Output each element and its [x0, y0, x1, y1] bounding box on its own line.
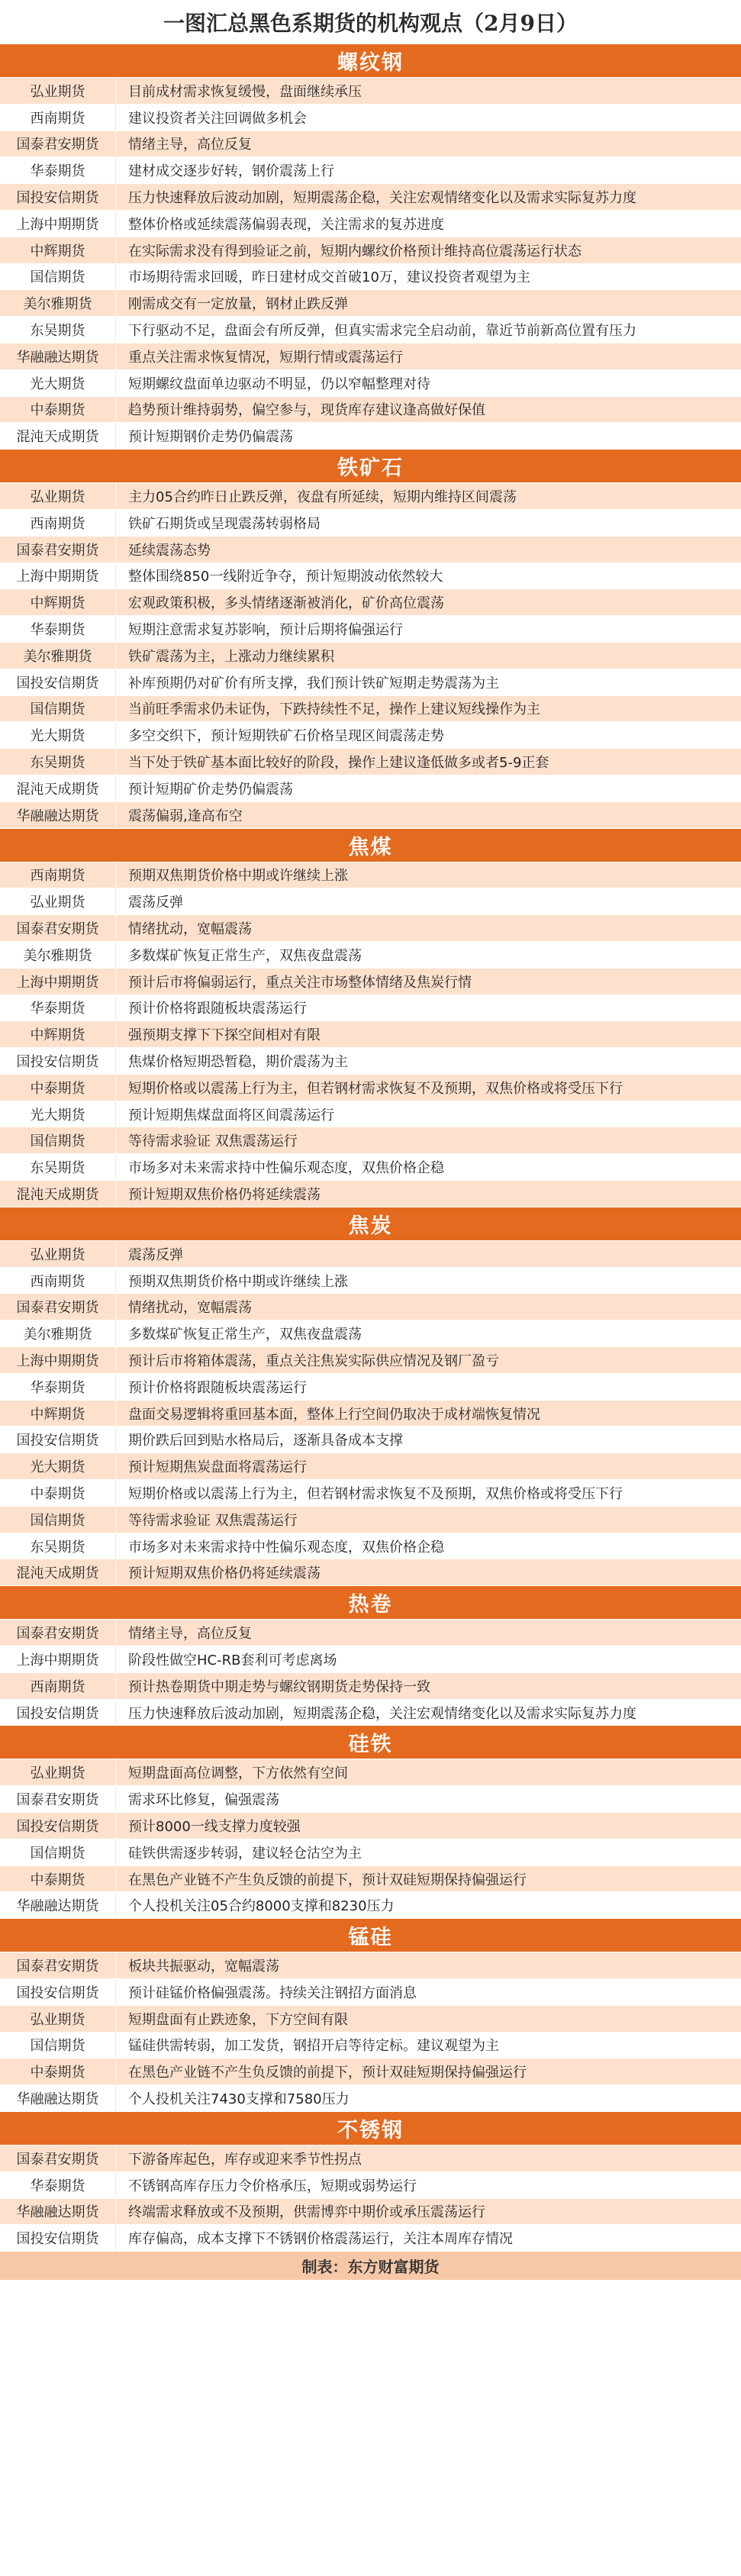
view-cell: 强预期支撑下下探空间相对有限	[128, 1027, 321, 1044]
table-row	[0, 264, 741, 291]
institution-cell: 国泰君安期货	[0, 537, 116, 563]
institution-cell: 华融融达期货	[0, 2199, 116, 2225]
table-row	[0, 131, 741, 158]
institution-cell: 混沌天成期货	[0, 1559, 116, 1585]
table-row	[0, 2059, 741, 2085]
view-cell: 短期注意需求复苏影响，预计后期将偏强运行	[128, 622, 403, 639]
institution-cell: 中辉期货	[0, 589, 116, 615]
view-cell: 市场多对未来需求持中性偏乐观态度，双焦价格企稳	[128, 1539, 444, 1556]
view-cell: 市场多对未来需求持中性偏乐观态度，双焦价格企稳	[128, 1160, 444, 1177]
institution-cell: 弘业期货	[0, 78, 116, 104]
footer-credit: 制表：东方财富期货	[0, 2252, 741, 2280]
table-row	[0, 211, 741, 237]
institution-cell: 国信期货	[0, 2033, 116, 2059]
table-row	[0, 862, 741, 889]
view-cell: 等待需求验证 双焦震荡运行	[128, 1512, 298, 1529]
table-row	[0, 397, 741, 424]
institution-cell: 东吴期货	[0, 1533, 116, 1559]
table-row	[0, 563, 741, 590]
table-row	[0, 915, 741, 942]
institution-cell: 国泰君安期货	[0, 131, 116, 157]
institution-cell: 光大期货	[0, 1453, 116, 1479]
view-cell: 震荡偏弱,逢高布空	[128, 808, 243, 824]
table-row	[0, 1241, 741, 1268]
table-row	[0, 1453, 741, 1480]
table-row	[0, 722, 741, 749]
view-cell: 整体围绕850一线附近争夺，预计短期波动依然较大	[128, 569, 443, 585]
view-cell: 预计短期双焦价格仍将延续震荡	[128, 1186, 321, 1203]
table-row	[0, 2172, 741, 2199]
table-row	[0, 2146, 741, 2172]
table-row	[0, 995, 741, 1022]
institution-cell: 西南期货	[0, 510, 116, 536]
table-row	[0, 1181, 741, 1207]
table-row	[0, 942, 741, 969]
table-row	[0, 696, 741, 723]
institution-cell: 光大期货	[0, 370, 116, 396]
table-row	[0, 1401, 741, 1427]
table-row	[0, 643, 741, 669]
table-row	[0, 2085, 741, 2112]
table-row	[0, 2033, 741, 2059]
view-cell: 预计短期矿价走势仍偏震荡	[128, 781, 293, 798]
table-row	[0, 1021, 741, 1048]
institution-cell: 国泰君安期货	[0, 1294, 116, 1320]
institution-cell: 东吴期货	[0, 317, 116, 343]
institution-cell: 弘业期货	[0, 888, 116, 914]
view-cell: 情绪主导，高位反复	[128, 137, 252, 153]
table-row	[0, 1533, 741, 1560]
institution-cell: 上海中期期货	[0, 1646, 116, 1672]
institution-cell: 中泰期货	[0, 1075, 116, 1101]
institution-cell: 国投安信期货	[0, 669, 116, 695]
table-row	[0, 669, 741, 696]
table-row	[0, 1294, 741, 1320]
view-cell: 多空交织下，预计短期铁矿石价格呈现区间震荡走势	[128, 728, 444, 745]
view-cell: 铁矿震荡为主，上涨动力继续累积	[128, 648, 334, 665]
table-row	[0, 78, 741, 105]
view-cell: 个人投机关注05合约8000支撑和8230压力	[128, 1898, 395, 1915]
institution-cell: 中辉期货	[0, 237, 116, 263]
table-row	[0, 1048, 741, 1075]
table-row	[0, 1866, 741, 1893]
table-row	[0, 1786, 741, 1813]
institution-cell: 混沌天成期货	[0, 775, 116, 801]
institution-cell: 国投安信期货	[0, 1427, 116, 1452]
table-row	[0, 237, 741, 264]
view-cell: 建议投资者关注回调做多机会	[128, 110, 307, 127]
institution-cell: 国投安信期货	[0, 1048, 116, 1074]
view-cell: 硅铁供需逐步转弱，建议轻仓沽空为主	[128, 1845, 362, 1862]
table-row	[0, 1979, 741, 2006]
view-cell: 预计热卷期货中期走势与螺纹钢期货走势保持一致	[128, 1678, 430, 1695]
section-header: 焦炭	[0, 1207, 741, 1241]
view-cell: 锰硅供需转弱，加工发货，钢招开启等待定标。建议观望为主	[128, 2038, 499, 2055]
table-row	[0, 343, 741, 370]
institution-cell: 国泰君安期货	[0, 915, 116, 941]
view-cell: 终端需求释放或不及预期，供需博弈中期价或承压震荡运行	[128, 2204, 485, 2221]
table-row	[0, 290, 741, 317]
table-row	[0, 1892, 741, 1919]
table-row	[0, 1075, 741, 1101]
view-cell: 短期盘面有止跌迹象，下方空间有限	[128, 2011, 348, 2028]
view-cell: 主力05合约昨日止跌反弹，夜盘有所延续，短期内维持区间震荡	[128, 489, 517, 506]
view-cell: 压力快速释放后波动加剧，短期震荡企稳，关注宏观情绪变化以及需求实际复苏力度	[128, 190, 636, 207]
institution-cell: 国泰君安期货	[0, 1952, 116, 1978]
view-cell: 短期盘面高位调整，下方依然有空间	[128, 1765, 348, 1782]
table-row	[0, 1480, 741, 1507]
view-cell: 当下处于铁矿基本面比较好的阶段，操作上建议逢低做多或者5-9正套	[128, 755, 549, 772]
table-row	[0, 1759, 741, 1786]
table-row	[0, 1700, 741, 1726]
view-cell: 情绪主导，高位反复	[128, 1626, 252, 1643]
view-cell: 预计短期双焦价格仍将延续震荡	[128, 1565, 321, 1582]
table-row	[0, 749, 741, 775]
view-cell: 整体价格或延续震荡偏弱表现，关注需求的复苏进度	[128, 216, 444, 233]
view-cell: 需求环比修复，偏强震荡	[128, 1792, 279, 1809]
institution-cell: 弘业期货	[0, 1759, 116, 1785]
institution-cell: 西南期货	[0, 105, 116, 131]
institution-cell: 中泰期货	[0, 1480, 116, 1506]
table-row	[0, 1646, 741, 1673]
institution-cell: 中泰期货	[0, 2059, 116, 2084]
institution-cell: 上海中期期货	[0, 969, 116, 995]
table-row	[0, 1347, 741, 1374]
institution-cell: 中泰期货	[0, 397, 116, 423]
institution-cell: 华融融达期货	[0, 343, 116, 369]
view-cell: 震荡反弹	[128, 1246, 183, 1263]
view-cell: 预计硅锰价格偏强震荡。持续关注钢招方面消息	[128, 1984, 417, 2001]
institution-cell: 华泰期货	[0, 616, 116, 642]
view-cell: 震荡反弹	[128, 895, 183, 911]
table-row	[0, 589, 741, 616]
view-cell: 在实际需求没有得到验证之前，短期内螺纹价格预计维持高位震荡运行状态	[128, 243, 582, 260]
institution-cell: 国泰君安期货	[0, 1786, 116, 1812]
page-title: 一图汇总黑色系期货的机构观点（2月9日）	[0, 0, 741, 44]
view-cell: 短期价格或以震荡上行为主，但若钢材需求恢复不及预期，双焦价格或将受压下行	[128, 1080, 623, 1097]
institution-cell: 上海中期期货	[0, 211, 116, 237]
table-row	[0, 105, 741, 131]
institution-cell: 华泰期货	[0, 1374, 116, 1400]
table-row	[0, 317, 741, 343]
view-cell: 预计价格将跟随板块震荡运行	[128, 1001, 307, 1017]
table-row	[0, 537, 741, 563]
table-row	[0, 1813, 741, 1839]
view-cell: 压力快速释放后波动加剧，短期震荡企稳，关注宏观情绪变化以及需求实际复苏力度	[128, 1705, 636, 1722]
table-row	[0, 1127, 741, 1154]
institution-cell: 弘业期货	[0, 1241, 116, 1267]
table-row	[0, 2225, 741, 2252]
table-row	[0, 483, 741, 510]
institution-cell: 国投安信期货	[0, 1979, 116, 2005]
section-header: 不锈钢	[0, 2112, 741, 2146]
institution-cell: 国泰君安期货	[0, 1620, 116, 1646]
institution-cell: 华融融达期货	[0, 1892, 116, 1918]
institution-cell: 美尔雅期货	[0, 942, 116, 968]
view-cell: 情绪扰动，宽幅震荡	[128, 1300, 252, 1317]
table-row	[0, 2199, 741, 2226]
table-row	[0, 1101, 741, 1128]
institution-cell: 弘业期货	[0, 483, 116, 509]
institution-cell: 美尔雅期货	[0, 643, 116, 669]
institution-cell: 西南期货	[0, 1673, 116, 1699]
view-cell: 当前旺季需求仍未证伪，下跌持续性不足，操作上建议短线操作为主	[128, 701, 540, 718]
view-cell: 预期双焦期货价格中期或许继续上涨	[128, 868, 348, 885]
institution-cell: 华融融达期货	[0, 802, 116, 828]
table-row	[0, 1559, 741, 1586]
view-cell: 多数煤矿恢复正常生产，双焦夜盘震荡	[128, 947, 362, 964]
view-cell: 板块共振驱动，宽幅震荡	[128, 1959, 279, 1975]
table-row	[0, 157, 741, 184]
institution-cell: 华融融达期货	[0, 2085, 116, 2111]
institution-cell: 上海中期期货	[0, 563, 116, 589]
institution-cell: 国信期货	[0, 696, 116, 722]
table-row	[0, 2006, 741, 2033]
view-cell: 焦煤价格短期恐暂稳，期价震荡为主	[128, 1053, 348, 1070]
institution-cell: 国泰君安期货	[0, 2146, 116, 2171]
section-header: 焦煤	[0, 829, 741, 862]
institution-cell: 弘业期货	[0, 2006, 116, 2032]
view-cell: 趋势预计维持弱势，偏空参与，现货库存建议逢高做好保值	[128, 402, 485, 419]
institution-cell: 上海中期期货	[0, 1347, 116, 1373]
section-header: 锰硅	[0, 1919, 741, 1952]
view-cell: 短期价格或以震荡上行为主，但若钢材需求恢复不及预期，双焦价格或将受压下行	[128, 1485, 623, 1502]
view-cell: 刚需成交有一定放量，钢材止跌反弹	[128, 296, 348, 313]
view-cell: 盘面交易逻辑将重回基本面，整体上行空间仍取决于成材端恢复情况	[128, 1406, 540, 1423]
institution-cell: 中辉期货	[0, 1021, 116, 1047]
view-cell: 下行驱动不足，盘面会有所反弹，但真实需求完全启动前，靠近节前新高位置有压力	[128, 323, 636, 340]
table-row	[0, 1268, 741, 1294]
view-cell: 库存偏高，成本支撑下不锈钢价格震荡运行，关注本周库存情况	[128, 2231, 513, 2248]
view-cell: 下游备库起色，库存或迎来季节性拐点	[128, 2151, 362, 2168]
section-header: 热卷	[0, 1586, 741, 1620]
table-row	[0, 1427, 741, 1453]
table-row	[0, 510, 741, 537]
view-cell: 预计8000一线支撑力度较强	[128, 1818, 301, 1835]
institution-cell: 混沌天成期货	[0, 1181, 116, 1207]
table-row	[0, 370, 741, 397]
institution-cell: 国投安信期货	[0, 2225, 116, 2251]
table-row	[0, 1320, 741, 1347]
view-cell: 补库预期仍对矿价有所支撑，我们预计铁矿短期走势震荡为主	[128, 675, 499, 692]
view-cell: 延续震荡态势	[128, 542, 211, 559]
table-row	[0, 616, 741, 643]
section-header: 硅铁	[0, 1726, 741, 1759]
section-header: 螺纹钢	[0, 44, 741, 78]
institution-cell: 华泰期货	[0, 995, 116, 1021]
institution-cell: 西南期货	[0, 862, 116, 888]
view-cell: 目前成材需求恢复缓慢，盘面继续承压	[128, 83, 362, 100]
sections-container	[0, 44, 741, 2252]
view-cell: 预计后市将偏弱运行，重点关注市场整体情绪及焦炭行情	[128, 974, 472, 991]
table-row	[0, 1154, 741, 1181]
table-row	[0, 888, 741, 915]
institution-cell: 混沌天成期货	[0, 423, 116, 449]
view-cell: 市场期待需求回暖，昨日建材成交首破10万，建议投资者观望为主	[128, 269, 530, 286]
view-cell: 预期双焦期货价格中期或许继续上涨	[128, 1273, 348, 1290]
institution-cell: 光大期货	[0, 722, 116, 748]
view-cell: 情绪扰动，宽幅震荡	[128, 921, 252, 937]
table-row	[0, 775, 741, 802]
institution-cell: 国信期货	[0, 264, 116, 290]
table-row	[0, 1507, 741, 1533]
institution-cell: 国信期货	[0, 1839, 116, 1865]
institution-cell: 国信期货	[0, 1507, 116, 1533]
view-cell: 不锈钢高库存压力令价格承压，短期或弱势运行	[128, 2178, 417, 2194]
institution-cell: 光大期货	[0, 1101, 116, 1127]
view-cell: 预计短期钢价走势仍偏震荡	[128, 429, 293, 446]
table-row	[0, 802, 741, 829]
institution-cell: 中辉期货	[0, 1401, 116, 1427]
institution-cell: 西南期货	[0, 1268, 116, 1294]
view-cell: 铁矿石期货或呈现震荡转弱格局	[128, 515, 321, 532]
table-row	[0, 423, 741, 450]
table-row	[0, 1839, 741, 1866]
institution-cell: 华泰期货	[0, 2172, 116, 2198]
institution-cell: 中泰期货	[0, 1866, 116, 1892]
view-cell: 在黑色产业链不产生负反馈的前提下，预计双硅短期保持偏强运行	[128, 1872, 527, 1888]
institution-cell: 美尔雅期货	[0, 290, 116, 316]
view-cell: 短期螺纹盘面单边驱动不明显，仍以窄幅整理对待	[128, 376, 430, 392]
institution-cell: 美尔雅期货	[0, 1320, 116, 1346]
view-cell: 预计价格将跟随板块震荡运行	[128, 1379, 307, 1396]
view-cell: 等待需求验证 双焦震荡运行	[128, 1133, 298, 1150]
table-row	[0, 1374, 741, 1401]
institution-cell: 国投安信期货	[0, 1813, 116, 1839]
view-cell: 预计后市将箱体震荡，重点关注焦炭实际供应情况及钢厂盈亏	[128, 1352, 499, 1369]
table-row	[0, 969, 741, 995]
institution-cell: 国信期货	[0, 1127, 116, 1153]
institution-cell: 东吴期货	[0, 749, 116, 775]
view-cell: 阶段性做空HC-RB套利可考虑离场	[128, 1652, 337, 1668]
institution-cell: 华泰期货	[0, 157, 116, 183]
view-cell: 预计短期焦煤盘面将区间震荡运行	[128, 1107, 334, 1124]
table-row	[0, 184, 741, 211]
institution-cell: 国投安信期货	[0, 1700, 116, 1726]
view-cell: 个人投机关注7430支撑和7580压力	[128, 2091, 350, 2108]
view-cell: 预计短期焦炭盘面将震荡运行	[128, 1459, 307, 1476]
table-row	[0, 1620, 741, 1646]
institution-cell: 国投安信期货	[0, 184, 116, 210]
section-header: 铁矿石	[0, 450, 741, 483]
view-cell: 建材成交逐步好转，钢价震荡上行	[128, 163, 334, 180]
institution-cell: 东吴期货	[0, 1154, 116, 1180]
view-cell: 期价跌后回到贴水格局后，逐渐具备成本支撑	[128, 1433, 403, 1449]
table-row	[0, 1673, 741, 1700]
view-cell: 在黑色产业链不产生负反馈的前提下，预计双硅短期保持偏强运行	[128, 2065, 527, 2081]
view-cell: 宏观政策积极，多头情绪逐渐被消化，矿价高位震荡	[128, 595, 444, 612]
view-cell: 重点关注需求恢复情况，短期行情或震荡运行	[128, 349, 403, 366]
table-row	[0, 1952, 741, 1979]
view-cell: 多数煤矿恢复正常生产，双焦夜盘震荡	[128, 1327, 362, 1343]
